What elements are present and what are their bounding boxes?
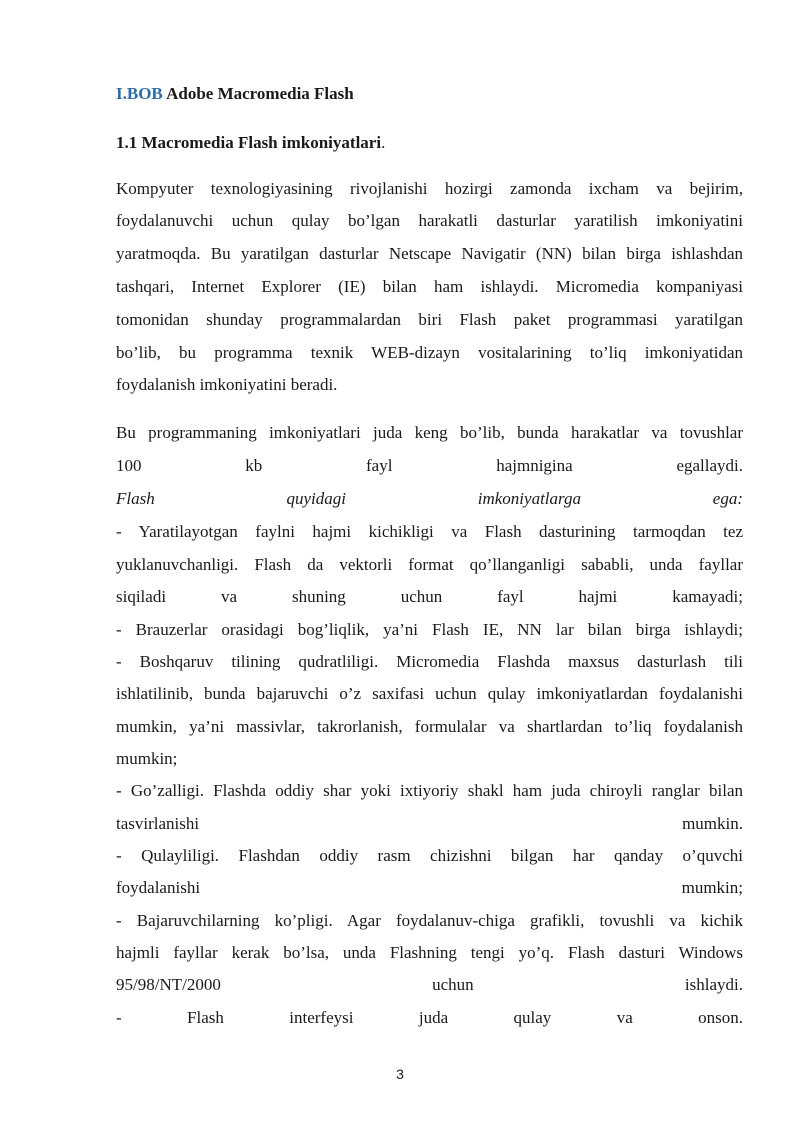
list-line: foydalanishi mumkin; — [116, 878, 743, 897]
paragraph-line: yaratmoqda. Bu yaratilgan dasturlar Netscape Navigatir (NN) bilan birga ishlashdan — [116, 244, 743, 263]
page-number: 3 — [396, 1066, 404, 1082]
paragraph-line: tashqari, Internet Explorer (IE) bilan ham ishlaydi. Micromedia kompaniyasi — [116, 277, 743, 296]
list-line: - Yaratilayotgan faylni hajmi kichikligi va Flash dasturining tarmoqdan tez — [116, 522, 743, 541]
list-line: - Brauzerlar orasidagi bog’liqlik, ya’ni Flash IE, NN lar bilan birga ishlaydi; — [116, 620, 743, 639]
paragraph-line: Kompyuter texnologiyasining rivojlanishi hozirgi zamonda ixcham va bejirim, — [116, 179, 743, 198]
paragraph-line: 100 kb fayl hajmnigina egallaydi. — [116, 456, 743, 475]
list-line: tasvirlanishi mumkin. — [116, 814, 743, 833]
paragraph-line: tomonidan shunday programmalardan biri Flash paket programmasi yaratilgan — [116, 310, 743, 329]
list-line: yuklanuvchanligi. Flash da vektorli format qo’llanganligi sababli, unda fayllar — [116, 555, 743, 574]
list-line: siqiladi va shuning uchun fayl hajmi kamayadi; — [116, 587, 743, 606]
section-title: 1.1 Macromedia Flash imkoniyatlari — [116, 133, 382, 152]
list-line: ishlatilinib, bunda bajaruvchi o’z saxifasi uchun qulay imkoniyatlardan foydalanishi — [116, 684, 743, 703]
paragraph-line: foydalanuvchi uchun qulay bo’lgan harakatli dasturlar yaratilish imkoniyatini — [116, 211, 743, 230]
list-line: 95/98/NT/2000 uchun ishlaydi. — [116, 975, 743, 994]
chapter-heading — [116, 82, 354, 106]
chapter-title: Adobe Macromedia Flash — [162, 84, 354, 103]
list-line: mumkin, ya’ni massivlar, takrorlanish, formulalar va shartlardan to’liq foydalanish — [116, 717, 743, 736]
list-line: mumkin; — [116, 749, 178, 768]
list-line: - Boshqaruv tilining qudratliligi. Micromedia Flashda maxsus dasturlash tili — [116, 652, 743, 671]
section-heading — [116, 131, 385, 155]
list-line: - Go’zalligi. Flashda oddiy shar yoki ixtiyoriy shakl ham juda chiroyli ranglar bilan — [116, 781, 743, 800]
paragraph-line: bo’lib, bu programma texnik WEB-dizayn vositalarining to’liq imkoniyatidan — [116, 343, 743, 362]
list-line: - Qulayliligi. Flashdan oddiy rasm chizishni bilgan har qanday o’quvchi — [116, 846, 743, 865]
chapter-number: I.BOB — [116, 84, 163, 103]
paragraph-line: Bu programmaning imkoniyatlari juda keng bo’lib, bunda harakatlar va tovushlar — [116, 423, 743, 442]
list-line: - Bajaruvchilarning ko’pligi. Agar foydalanuv-chiga grafikli, tovushli va kichik — [116, 911, 743, 930]
paragraph-line: foydalanish imkoniyatini beradi. — [116, 375, 338, 394]
paragraph-line: Flash quyidagi imkoniyatlarga ega: — [116, 489, 743, 508]
section-period: . — [381, 133, 386, 152]
list-line: hajmli fayllar kerak bo’lsa, unda Flashning tengi yo’q. Flash dasturi Windows — [116, 943, 743, 962]
list-line: - Flash interfeysi juda qulay va onson. — [116, 1008, 743, 1027]
